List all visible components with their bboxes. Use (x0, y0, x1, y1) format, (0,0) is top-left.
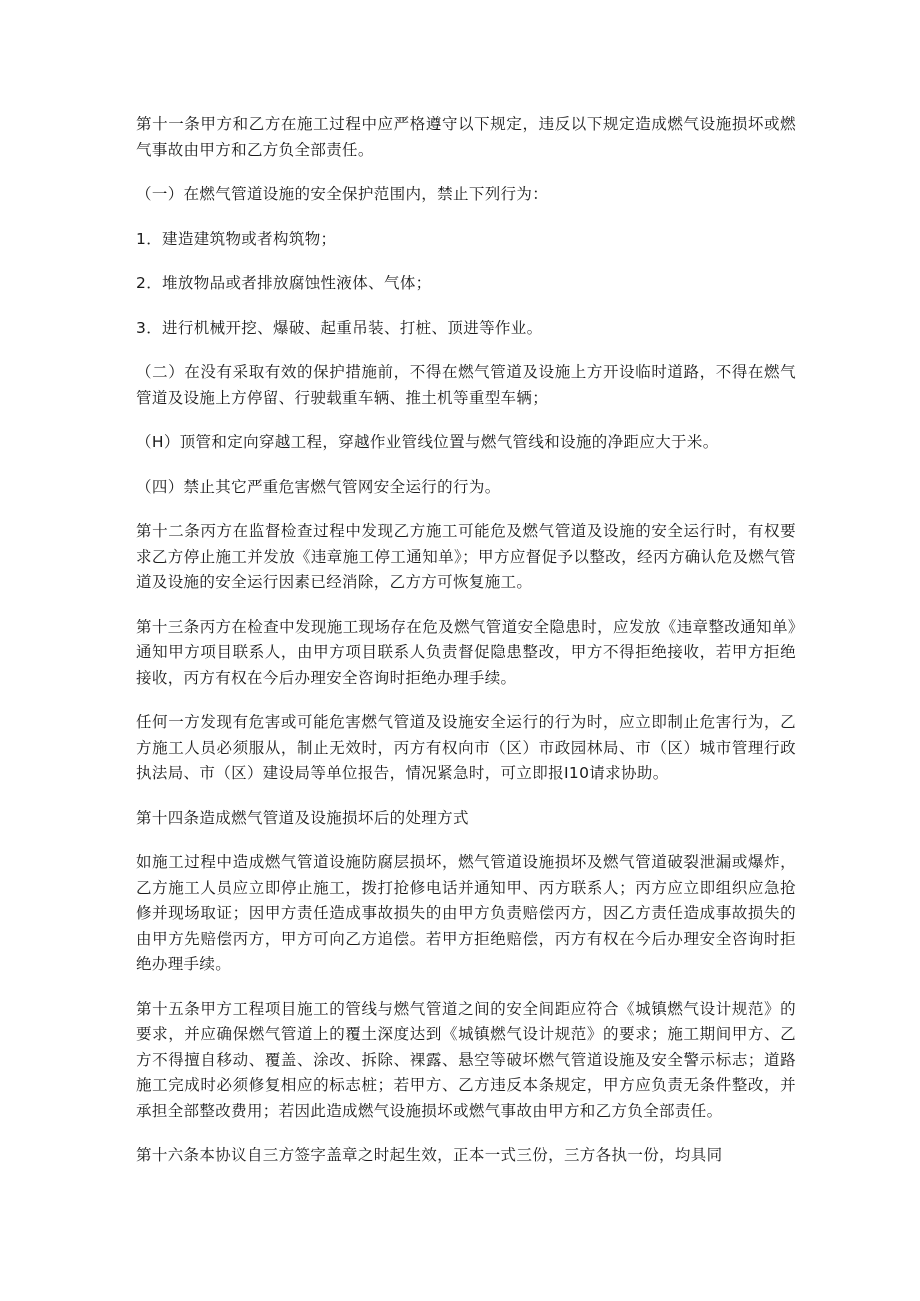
paragraph-clause-3: （H）顶管和定向穿越工程，穿越作业管线位置与燃气管线和设施的净距应大于米。 (136, 433, 719, 451)
paragraph-article-12: 第十二条丙方在监督检查过程中发现乙方施工可能危及燃气管道及设施的安全运行时，有权要求乙方停止施工并发放《违章施工停工通知单》；甲方应督促予以整改，经丙方确认危及燃气管道及设施的安全运行因素已经消除，乙方方可恢复施工。 (136, 522, 796, 591)
paragraph-article-14-heading: 第十四条造成燃气管道及设施损坏后的处理方式 (136, 808, 469, 827)
paragraph-article-13: 第十三条丙方在检查中发现施工现场存在危及燃气管道安全隐患时，应发放《违章整改通知单》通知甲方项目联系人，由甲方项目联系人负责督促隐患整改，甲方不得拒绝接收，若甲方拒绝接收，丙方有权在今后办理安全咨询时拒绝办理手续。 (136, 617, 796, 687)
paragraph-any-party: 任何一方发现有危害或可能危害燃气管道及设施安全运行的行为时，应立即制止危害行为，乙方施工人员必须服从，制止无效时，丙方有权向市（区）市政园林局、市（区）城市管理行政执法局、市（区）建设局等单位报告，情况紧急时，可立即报I10请求协助。 (136, 713, 796, 782)
paragraph-article-11: 第十一条甲方和乙方在施工过程中应严格遵守以下规定，违反以下规定造成燃气设施损坏或燃气事故由甲方和乙方负全部责任。 (136, 115, 796, 159)
paragraph-article-15: 第十五条甲方工程项目施工的管线与燃气管道之间的安全间距应符合《城镇燃气设计规范》的要求，并应确保燃气管道上的覆土深度达到《城镇燃气设计规范》的要求；施工期间甲方、乙方不得擅自移动、覆盖、涂改、拆除、裸露、悬空等破坏燃气管道设施及安全警示标志；道路施工完成时必须修复相应的标志桩；若甲方、乙方违反本条规定，甲方应负责无条件整改，并承担全部整改费用；若因此造成燃气设施损坏或燃气事故由甲方和乙方负全部责任。 (136, 999, 796, 1120)
list-item-3: 3．进行机械开挖、爆破、起重吊装、打桩、顶进等作业。 (136, 318, 543, 337)
paragraph-clause-2: （二）在没有采取有效的保护措施前，不得在燃气管道及设施上方开设临时道路，不得在燃气管道及设施上方停留、行驶载重车辆、推土机等重型车辆； (136, 363, 796, 407)
paragraph-damage-handling: 如施工过程中造成燃气管道设施防腐层损坏，燃气管道设施损坏及燃气管道破裂泄漏或爆炸，乙方施工人员应立即停止施工，拨打抢修电话并通知甲、丙方联系人；丙方应立即组织应急抢修并现场取证；因甲方责任造成事故损失的由甲方负责赔偿丙方，因乙方责任造成事故损失的由甲方先赔偿丙方，甲方可向乙方追偿。若甲方拒绝赔偿，丙方有权在今后办理安全咨询时拒绝办理手续。 (136, 853, 796, 973)
document-body (136, 112, 796, 1188)
paragraph-clause-4: （四）禁止其它严重危害燃气管网安全运行的行为。 (136, 477, 501, 496)
paragraph-article-16: 第十六条本协议自三方签字盖章之时起生效，正本一式三份，三方各执一份，均具同 (136, 1146, 723, 1164)
list-item-1: 1．建造建筑物或者构筑物； (136, 229, 337, 248)
paragraph-clause-1: （一）在燃气管道设施的安全保护范围内，禁止下列行为： (136, 185, 549, 203)
list-item-2: 2．堆放物品或者排放腐蚀性液体、气体； (136, 274, 432, 292)
